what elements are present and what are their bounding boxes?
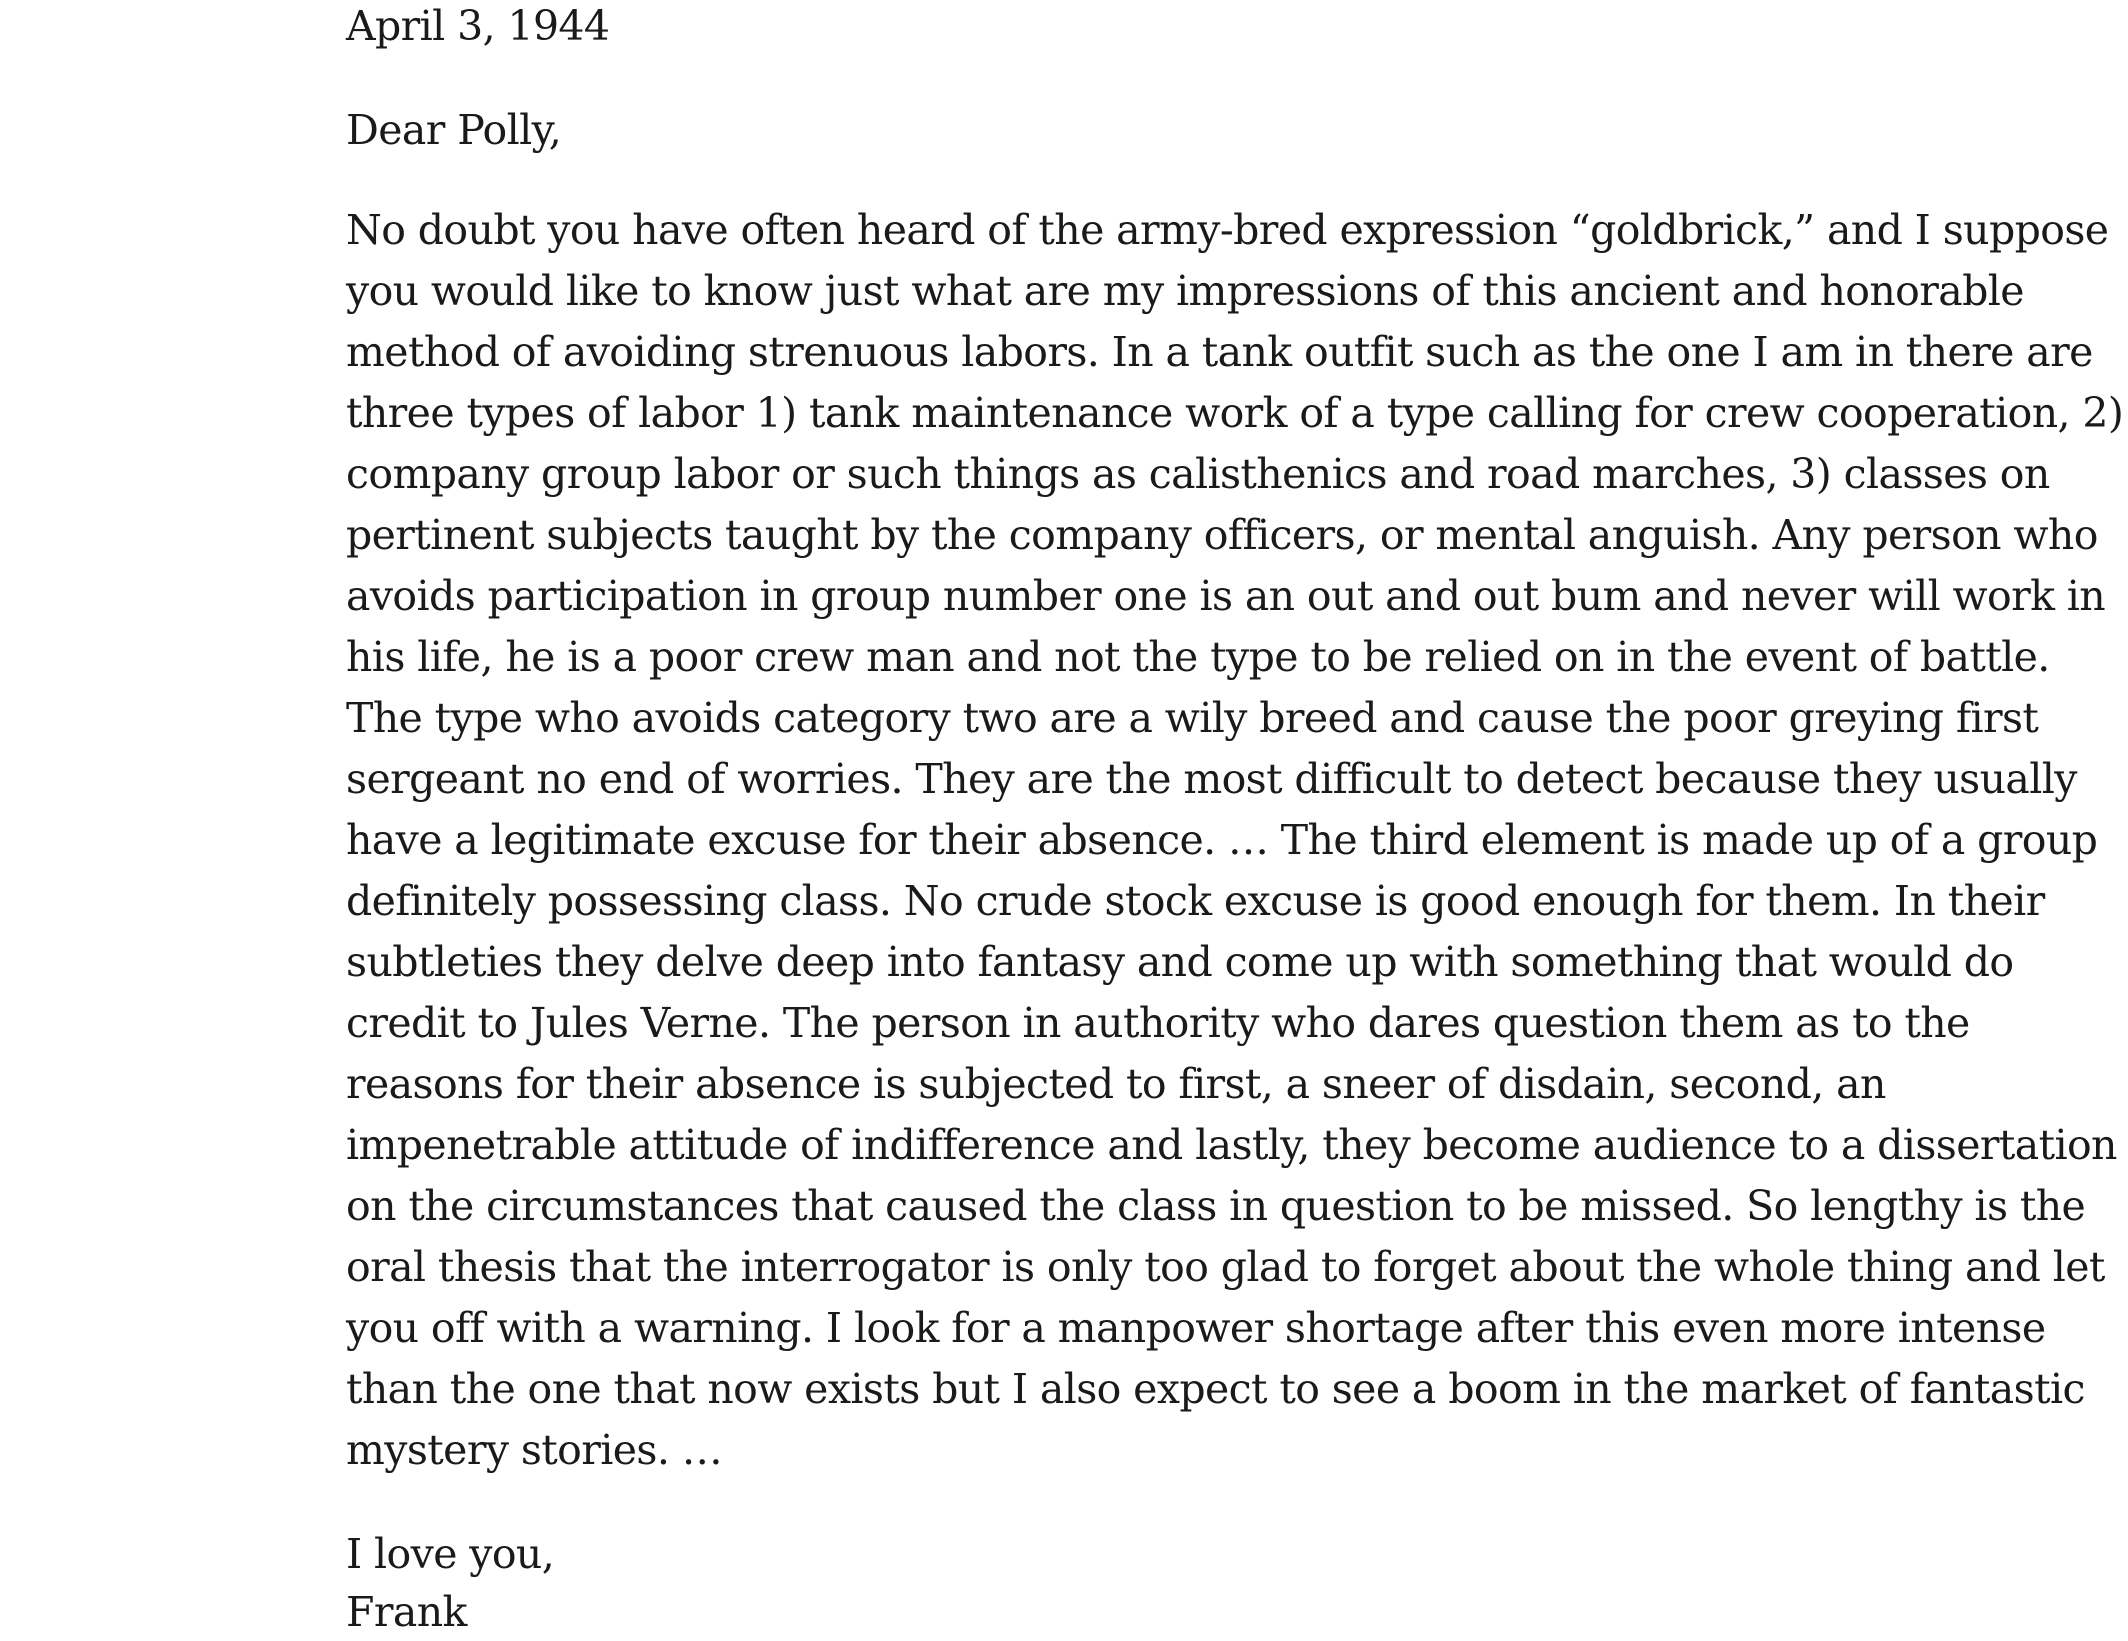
letter: [346, 0, 2126, 1641]
letter-closing: I love you,: [346, 1530, 555, 1578]
letter-body: No doubt you have often heard of the army-bred expression “goldbrick,” and I suppose you would like to know just what are my impressions of this ancient and honorable method of avoiding strenuous labors. In a tank outfit such as the one I am in there are three types of labor 1) tank maintenance work of a type calling for crew cooperation, 2) company group labor or such things as calisthenics and road marches, 3) classes on pertinent subjects taught by the company officers, or mental anguish. Any person who avoids participation in group number one is an out and out bum and never will work in his life, he is a poor crew man and not the type to be relied on in the event of battle. The type who avoids category two are a wily breed and cause the poor greying first sergeant no end of worries. They are the most difficult to detect because they usually have a legitimate excuse for their absence. … The third element is made up of a group definitely possessing class. No crude stock excuse is good enough for them. In their subtleties they delve deep into fantasy and come up with something that would do credit to Jules Verne. The person in authority who dares question them as to the reasons for their absence is subjected to first, a sneer of disdain, second, an impenetrable attitude of indifference and lastly, they become audience to a dissertation on the circumstances that caused the class in question to be missed. So lengthy is the oral thesis that the interrogator is only too glad to forget about the whole thing and let you off with a warning. I look for a manpower shortage after this even more intense than the one that now exists but I also expect to see a boom in the market of fantastic mystery stories. …: [346, 206, 2124, 1474]
letter-greeting: Dear Polly,: [346, 106, 562, 154]
letter-date: April 3, 1944: [346, 2, 610, 50]
letter-signature: Frank: [346, 1588, 467, 1636]
